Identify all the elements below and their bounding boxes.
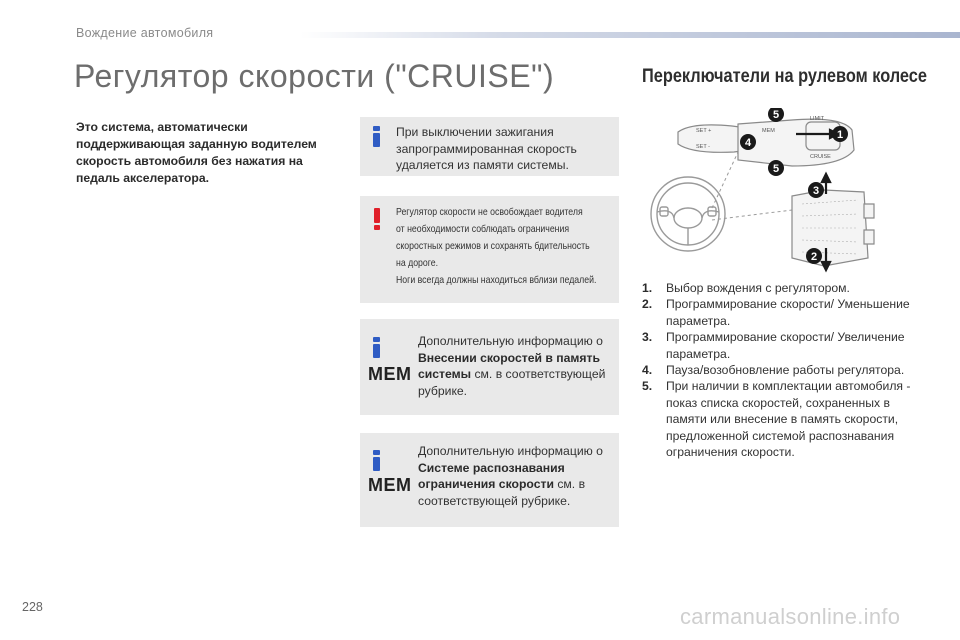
switch-label-set-minus: SET - bbox=[696, 144, 710, 150]
callout-3: 3 bbox=[812, 185, 820, 197]
mem-box-text: Дополнительную информацию о Внесении скоростей в память системы см. в соответствующей рубрике. bbox=[418, 334, 606, 398]
mem-label: MEM bbox=[368, 475, 412, 495]
info-icon bbox=[373, 337, 381, 358]
switch-label-mem: MEM bbox=[762, 128, 775, 134]
info-box-ignition bbox=[360, 117, 619, 176]
list-item: 1. Выбор вождения с регулятором. bbox=[642, 281, 850, 295]
callout-5-top: 5 bbox=[772, 109, 780, 121]
intro-text: Это система, автоматически поддерживающая заданную водителем скорость автомобиля без нажатия на педаль акселератора. bbox=[76, 120, 317, 185]
switch-label-limit: LIMIT bbox=[810, 116, 825, 122]
mem-info-box-speeds bbox=[360, 319, 619, 415]
info-box-text: При выключении зажигания запрограммированная скорость удаляется из памяти системы. bbox=[396, 125, 577, 172]
lever-closeup bbox=[792, 190, 874, 266]
steps-list bbox=[642, 280, 912, 460]
info-icon bbox=[373, 126, 381, 147]
switch-label-cruise: CRUISE bbox=[810, 154, 831, 160]
watermark[interactable]: carmanualsonline.info bbox=[680, 604, 901, 629]
page-title: Регулятор скорости ("CRUISE") bbox=[74, 58, 555, 94]
steering-wheel-icon bbox=[651, 177, 725, 251]
callout-2: 2 bbox=[810, 251, 818, 263]
callout-4: 4 bbox=[744, 137, 752, 149]
callout-5-bottom: 5 bbox=[772, 163, 780, 175]
list-item: 2. Программирование скорости/ Уменьшение параметра. bbox=[642, 297, 910, 328]
mem-info-box-recognition bbox=[360, 433, 619, 527]
mem-box-text: Дополнительную информацию о Системе распознавания ограничения скорости см. в соответствующей рубрике. bbox=[418, 444, 603, 508]
header-bar bbox=[300, 32, 960, 38]
list-item: 5. При наличии в комплектации автомобиля - показ списка скоростей, сохраненных в памяти или внесение в память скорости, предложенной системой распознавания ограничения скорости. bbox=[642, 379, 911, 460]
switch-label-set-plus: SET + bbox=[696, 128, 712, 134]
warning-icon bbox=[373, 208, 381, 230]
page-number: 228 bbox=[22, 600, 43, 614]
section-title: Переключатели на рулевом колесе bbox=[642, 66, 927, 87]
warning-box bbox=[360, 196, 619, 303]
info-icon bbox=[373, 450, 381, 471]
steering-controls-diagram bbox=[642, 108, 912, 280]
running-header: Вождение автомобиля bbox=[76, 26, 214, 40]
list-item: 4. Пауза/возобновление работы регулятора. bbox=[642, 363, 905, 378]
list-item: 3. Программирование скорости/ Увеличение параметра. bbox=[642, 330, 905, 361]
mem-label: MEM bbox=[368, 364, 412, 384]
callout-1: 1 bbox=[836, 129, 844, 141]
warning-text: Регулятор скорости не освобождает водителя от необходимости соблюдать ограничения скоростных режимов и сохранять бдительность на дороге. Ноги всегда должны находиться вблизи педалей. bbox=[396, 207, 597, 286]
